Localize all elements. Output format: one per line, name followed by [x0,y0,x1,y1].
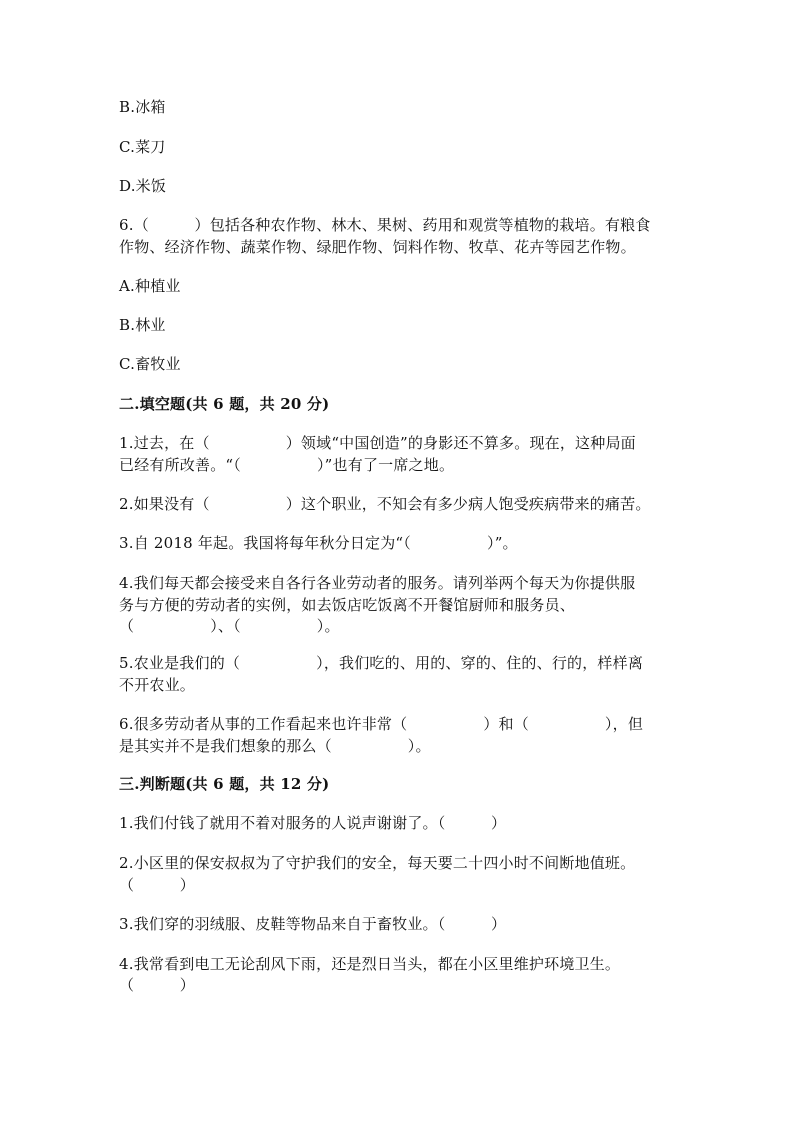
judge-question-4-line-1: 4.我常看到电工无论刮风下雨，还是烈日当头，都在小区里维护环境卫生。 [119,955,621,973]
fill-question-4-line-3: （ ）、（ ）。 [119,617,340,635]
fill-question-6-line-1: 6.很多劳动者从事的工作看起来也许非常（ ）和（ ），但 [119,715,644,733]
fill-question-1-line-2: 已经有所改善。“（ ）”也有了一席之地。 [119,456,455,474]
fill-question-2: 2.如果没有（ ）这个职业，不知会有多少病人饱受疾病带来的痛苦。 [119,495,651,513]
option-d-rice: D.米饭 [119,177,167,195]
judge-question-1: 1.我们付钱了就用不着对服务的人说声谢谢了。（ ） [119,814,507,832]
judge-question-4-line-2: （ ） [119,976,196,994]
fill-question-5-line-2: 不开农业。 [119,676,196,694]
section-heading-fill-blank: 二.填空题(共 6 题，共 20 分) [119,395,330,413]
judge-question-3: 3.我们穿的羽绒服、皮鞋等物品来自于畜牧业。（ ） [119,915,507,933]
question-6-line-1: 6.（ ）包括各种农作物、林木、果树、药用和观赏等植物的栽培。有粮食 [119,216,651,234]
option-c-livestock: C.畜牧业 [119,355,181,373]
fill-question-6-line-2: 是其实并不是我们想象的那么（ ）。 [119,737,431,755]
fill-question-4-line-1: 4.我们每天都会接受来自各行各业劳动者的服务。请列举两个每天为你提供服 [119,574,636,592]
question-6-line-2: 作物、经济作物、蔬菜作物、绿肥作物、饲料作物、牧草、花卉等园艺作物。 [119,238,636,256]
section-heading-true-false: 三.判断题(共 6 题，共 12 分) [119,775,330,793]
fill-question-4-line-2: 务与方便的劳动者的实例，如去饭店吃饭离不开餐馆厨师和服务员、 [119,596,576,614]
fill-question-3: 3.自 2018 年起。我国将每年秋分日定为“（ ）”。 [119,534,518,552]
fill-question-1-line-1: 1.过去，在（ ）领域“中国创造”的身影还不算多。现在，这种局面 [119,434,636,452]
option-b-forestry: B.林业 [119,316,166,334]
option-a-planting: A.种植业 [119,277,181,295]
judge-question-2-line-2: （ ） [119,876,196,894]
option-b-fridge: B.冰箱 [119,98,166,116]
fill-question-5-line-1: 5.农业是我们的（ ），我们吃的、用的、穿的、住的、行的，样样离 [119,654,644,672]
judge-question-2-line-1: 2.小区里的保安叔叔为了守护我们的安全，每天要二十四小时不间断地值班。 [119,854,636,872]
option-c-knife: C.菜刀 [119,138,166,156]
